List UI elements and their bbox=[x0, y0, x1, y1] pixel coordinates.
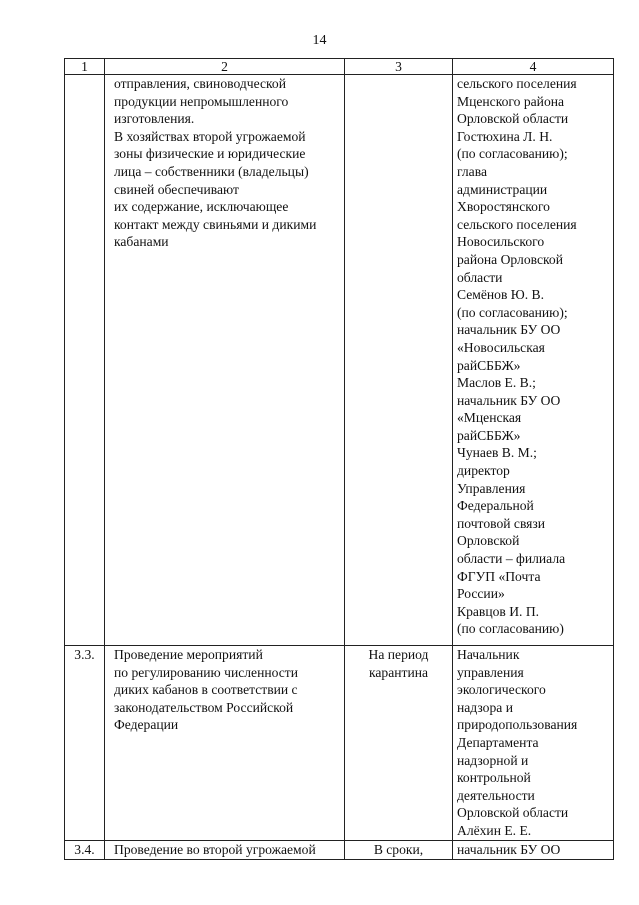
period-cell bbox=[345, 646, 453, 841]
text-line: управления bbox=[457, 664, 524, 680]
text-line: кабанами bbox=[114, 234, 169, 250]
text-line: (по согласованию) bbox=[457, 621, 564, 637]
plan-table bbox=[64, 58, 614, 860]
text-line: Кравцов И. П. bbox=[457, 603, 540, 619]
text-line: Орловской bbox=[457, 533, 520, 549]
text-line: карантина bbox=[368, 664, 429, 680]
text-line: России» bbox=[457, 586, 505, 602]
text-line: Мценского района bbox=[457, 93, 565, 109]
responsible-cell bbox=[453, 840, 614, 859]
text-line: контакт между свиньями и дикими bbox=[114, 216, 317, 232]
column-number-row bbox=[65, 59, 614, 75]
text-line: продукции непромышленного bbox=[114, 93, 289, 109]
text-line: директор bbox=[457, 463, 510, 479]
responsible-cell bbox=[453, 646, 614, 841]
item-number-cell: 3.3. bbox=[65, 646, 105, 841]
table-row bbox=[65, 646, 614, 841]
column-header: 3 bbox=[345, 59, 453, 75]
text-line: начальник БУ ОО bbox=[457, 322, 561, 338]
column-header: 4 bbox=[453, 59, 614, 75]
text-line: свиней обеспечивают bbox=[114, 181, 239, 197]
text-line: надзора и bbox=[457, 699, 513, 715]
text-line: Начальник bbox=[457, 647, 520, 662]
text-line: зоны физические и юридические bbox=[114, 146, 306, 162]
text-line: глава bbox=[457, 163, 487, 179]
text-line: На период bbox=[368, 647, 429, 662]
text-line: контрольной bbox=[457, 770, 531, 786]
text-line: В хозяйствах второй угрожаемой bbox=[114, 128, 306, 144]
text-line: почтовой связи bbox=[457, 515, 546, 531]
responsible-cell bbox=[453, 75, 614, 646]
text-line: Хворостянского bbox=[457, 199, 550, 215]
text-line: Проведение во второй угрожаемой bbox=[114, 841, 316, 857]
column-header: 2 bbox=[105, 59, 345, 75]
item-number-cell: 3.4. bbox=[65, 840, 105, 859]
text-line: диких кабанов в соответствии с bbox=[114, 682, 298, 698]
text-line: их содержание, исключающее bbox=[114, 199, 289, 215]
period-cell bbox=[345, 75, 453, 646]
text-line: Гостюхина Л. Н. bbox=[457, 128, 553, 144]
text-line: Федеральной bbox=[457, 498, 534, 514]
table-row bbox=[65, 840, 614, 859]
text-line: сельского поселения bbox=[457, 216, 577, 232]
text-line: Алёхин Е. Е. bbox=[457, 822, 532, 838]
period-cell bbox=[345, 840, 453, 859]
action-cell bbox=[105, 75, 345, 646]
text-line: ФГУП «Почта bbox=[457, 568, 541, 584]
text-line: Семёнов Ю. В. bbox=[457, 287, 545, 303]
text-line: отправления, свиноводческой bbox=[114, 76, 286, 91]
text-line: по регулированию численности bbox=[114, 664, 298, 680]
text-line: области – филиала bbox=[457, 551, 566, 567]
page-number: 14 bbox=[312, 33, 327, 48]
text-line: сельского поселения bbox=[457, 76, 577, 91]
text-line: начальник БУ ОО bbox=[457, 841, 561, 857]
column-header: 1 bbox=[65, 59, 105, 75]
text-line: Проведение мероприятий bbox=[114, 647, 263, 662]
text-line: Маслов Е. В.; bbox=[457, 375, 536, 391]
text-line: (по согласованию); bbox=[457, 146, 568, 162]
text-line: природопользования bbox=[457, 717, 578, 733]
text-line: (по согласованию); bbox=[457, 304, 568, 320]
text-line: изготовления. bbox=[114, 111, 195, 127]
text-line: законодательством Российской bbox=[114, 699, 294, 715]
text-line: района Орловской bbox=[457, 251, 563, 267]
text-line: области bbox=[457, 269, 503, 285]
text-line: лица – собственники (владельцы) bbox=[114, 163, 309, 179]
text-line: надзорной и bbox=[457, 752, 529, 768]
text-line: «Новосильская bbox=[457, 339, 545, 355]
action-cell bbox=[105, 646, 345, 841]
text-line: Орловской области bbox=[457, 111, 569, 127]
text-line: райСББЖ» bbox=[457, 427, 521, 443]
item-number-cell bbox=[65, 75, 105, 646]
text-line: Департамента bbox=[457, 734, 539, 750]
text-line: В сроки, bbox=[373, 841, 424, 857]
text-line: начальник БУ ОО bbox=[457, 392, 561, 408]
text-line: «Мценская bbox=[457, 410, 522, 426]
text-line: Чунаев В. М.; bbox=[457, 445, 537, 461]
action-cell bbox=[105, 840, 345, 859]
text-line: администрации bbox=[457, 181, 548, 197]
text-line: Новосильского bbox=[457, 234, 545, 250]
text-line: экологического bbox=[457, 682, 546, 698]
table-row bbox=[65, 75, 614, 646]
text-line: Федерации bbox=[114, 717, 179, 733]
text-line: райСББЖ» bbox=[457, 357, 521, 373]
text-line: Управления bbox=[457, 480, 526, 496]
text-line: деятельности bbox=[457, 787, 535, 803]
text-line: Орловской области bbox=[457, 805, 569, 821]
